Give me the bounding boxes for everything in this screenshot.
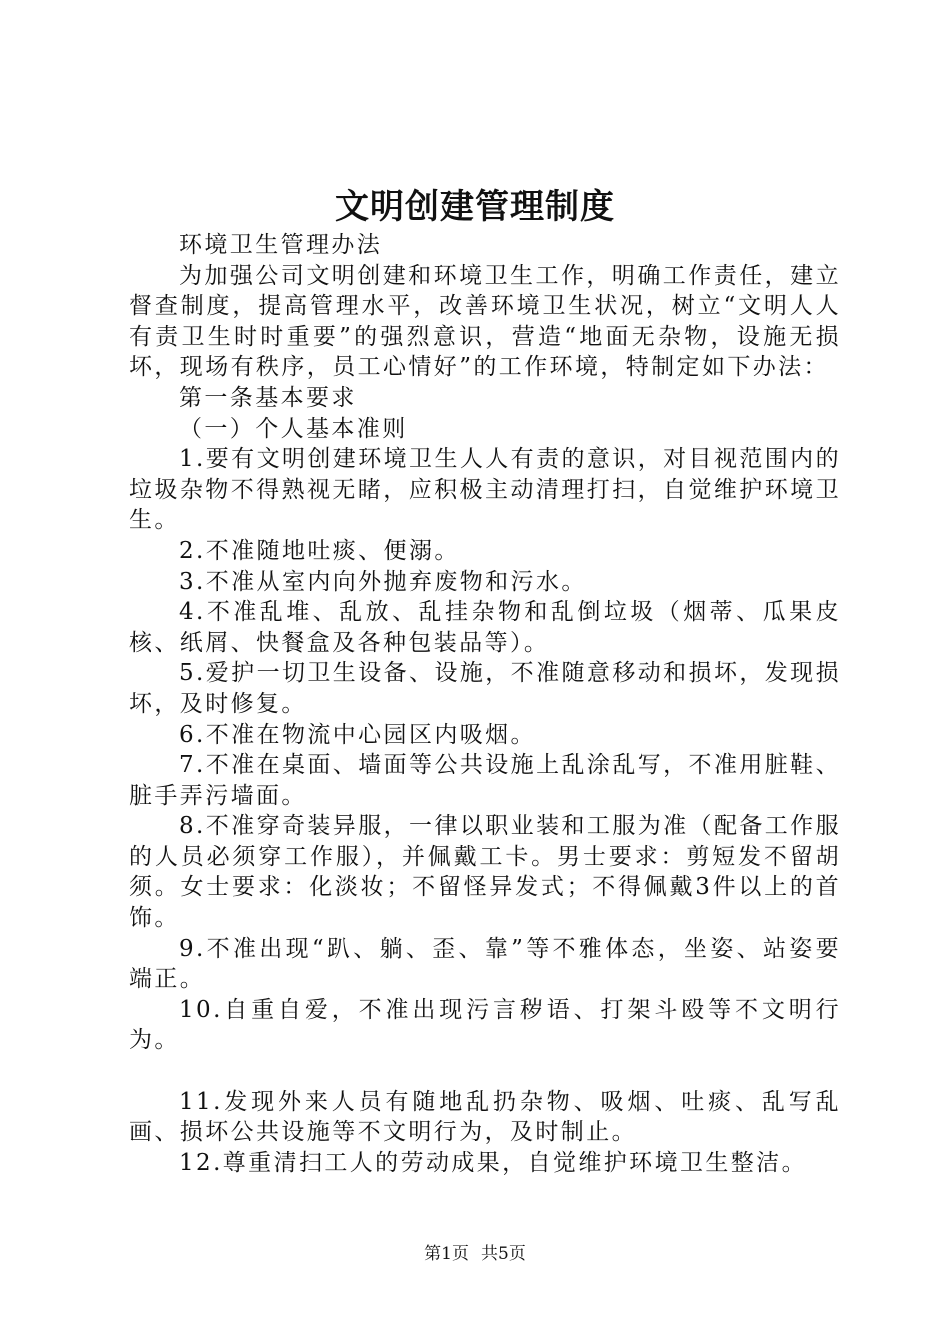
rule-item: 7.不准在桌面、墙面等公共设施上乱涂乱写，不准用脏鞋、脏手弄污墙面。 — [129, 752, 841, 809]
document-title: 文明创建管理制度 — [335, 187, 615, 227]
rule-item: 5.爱护一切卫生设备、设施，不准随意移动和损坏，发现损坏，及时修复。 — [129, 660, 841, 717]
page-number: 第1页 — [424, 1244, 469, 1264]
article-heading: 第一条基本要求 — [179, 384, 357, 411]
rule-item: 11.发现外来人员有随地乱扔杂物、吸烟、吐痰、乱写乱画、损坏公共设施等不文明行为，及时制止。 — [129, 1088, 841, 1146]
rule-item: 12.尊重清扫工人的劳动成果，自觉维护环境卫生整洁。 — [179, 1149, 807, 1176]
rule-item: 2.不准随地吐痰、便溺。 — [179, 537, 460, 564]
rule-item: 10.自重自爱，不准出现污言秽语、打架斗殴等不文明行为。 — [129, 996, 841, 1054]
rule-item: 8.不准穿奇装异服，一律以职业装和工服为准（配备工作服的人员必须穿工作服），并佩戴工卡。男士要求：剪短发不留胡须。女士要求：化淡妆；不留怪异发式；不得佩戴3件以上的首饰。 — [129, 813, 841, 932]
rule-item: 1.要有文明创建环境卫生人人有责的意识，对目视范围内的垃圾杂物不得熟视无睹，应积极主动清理打扫，自觉维护环境卫生。 — [129, 446, 841, 534]
section-heading: 环境卫生管理办法 — [179, 232, 383, 258]
rule-item: 9.不准出现“趴、躺、歪、靠”等不雅体态，坐姿、站姿要端正。 — [129, 935, 841, 993]
intro-paragraph: 为加强公司文明创建和环境卫生工作，明确工作责任，建立督查制度，提高管理水平，改善环境卫生状况，树立“文明人人有责卫生时时重要”的强烈意识，营造“地面无杂物，设施无损坏，现场有秩序，员工心情好”的工作环境，特制定如下办法： — [129, 262, 841, 381]
rule-item: 4.不准乱堆、乱放、乱挂杂物和乱倒垃圾（烟蒂、瓜果皮核、纸屑、快餐盒及各种包装品等）。 — [129, 599, 841, 656]
subsection-heading: （一）个人基本准则 — [179, 415, 408, 442]
rule-item: 3.不准从室内向外抛弃废物和污水。 — [179, 568, 587, 595]
document-body — [129, 230, 841, 1178]
rule-item: 6.不准在物流中心园区内吸烟。 — [179, 721, 536, 748]
blank-line — [129, 1056, 841, 1087]
page-total: 共5页 — [481, 1244, 526, 1264]
page-footer — [0, 1243, 950, 1265]
